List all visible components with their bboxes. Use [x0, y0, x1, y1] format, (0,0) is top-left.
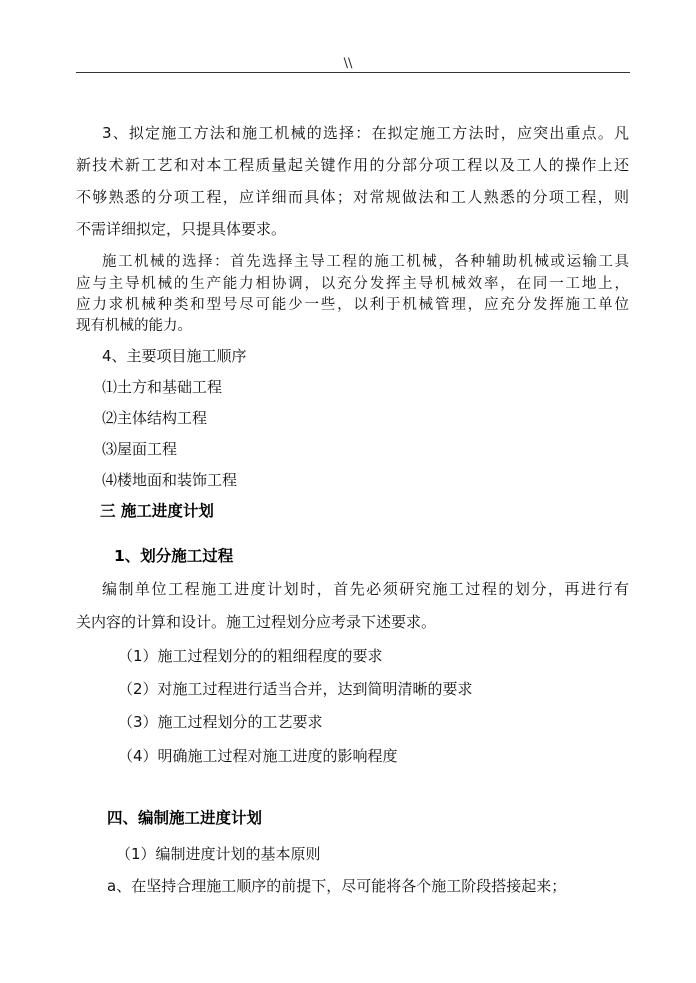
- subsection-4-1-title: （1）编制进度计划的基本原则: [116, 845, 321, 863]
- paragraph-1-line-1: 3、拟定施工方法和施工机械的选择：在拟定施工方法时，应突出重点。凡: [102, 124, 629, 142]
- item-4-list-item: ⑶屋面工程: [102, 440, 178, 458]
- item-4-list-item: ⑷楼地面和装饰工程: [102, 471, 238, 489]
- paragraph-1-line-3: 不够熟悉的分项工程，应详细而具体；对常规做法和工人熟悉的分项工程，则: [76, 188, 629, 206]
- paragraph-2-line-1: 施工机械的选择：首先选择主导工程的施工机械，各种辅助机械或运输工具: [102, 254, 629, 270]
- requirement-item: （2）对施工过程进行适当合并，达到简明清晰的要求: [118, 680, 473, 698]
- requirement-item: （1）施工过程划分的的粗细程度的要求: [118, 647, 383, 665]
- page-header-marker: \\: [343, 56, 353, 71]
- paragraph-2-line-2: 应与主导机械的生产能力相协调，以充分发挥主导机械效率，在同一工地上，: [76, 276, 629, 292]
- paragraph-2-line-3: 应力求机械种类和型号尽可能少一些，以利于机械管理，应充分发挥施工单位: [76, 297, 629, 313]
- principle-a: a、在坚持合理施工顺序的前提下，尽可能将各个施工阶段搭接起来；: [107, 877, 567, 895]
- item-4-list-item: ⑴土方和基础工程: [102, 378, 223, 396]
- item-4-list-item: ⑵主体结构工程: [102, 409, 208, 427]
- paragraph-3-line-2: 关内容的计算和设计。施工过程划分应考录下述要求。: [76, 613, 437, 631]
- paragraph-3-line-1: 编制单位工程施工进度计划时，首先必须研究施工过程的划分，再进行有: [102, 580, 629, 598]
- header-divider: [76, 72, 630, 73]
- paragraph-2-line-4: 现有机械的能力。: [76, 318, 192, 334]
- section-3-title: 三 施工进度计划: [100, 502, 214, 520]
- requirement-item: （3）施工过程划分的工艺要求: [118, 713, 323, 731]
- section-4-title: 四、编制施工进度计划: [107, 809, 263, 827]
- requirement-item: （4）明确施工过程对施工进度的影响程度: [118, 747, 398, 765]
- subsection-1-title: 1、划分施工过程: [114, 547, 234, 565]
- paragraph-1-line-4: 不需详细拟定，只提具体要求。: [76, 220, 287, 238]
- item-4-heading: 4、主要项目施工顺序: [102, 347, 247, 365]
- paragraph-1-line-2: 新技术新工艺和对本工程质量起关键作用的分部分项工程以及工人的操作上还: [76, 156, 629, 174]
